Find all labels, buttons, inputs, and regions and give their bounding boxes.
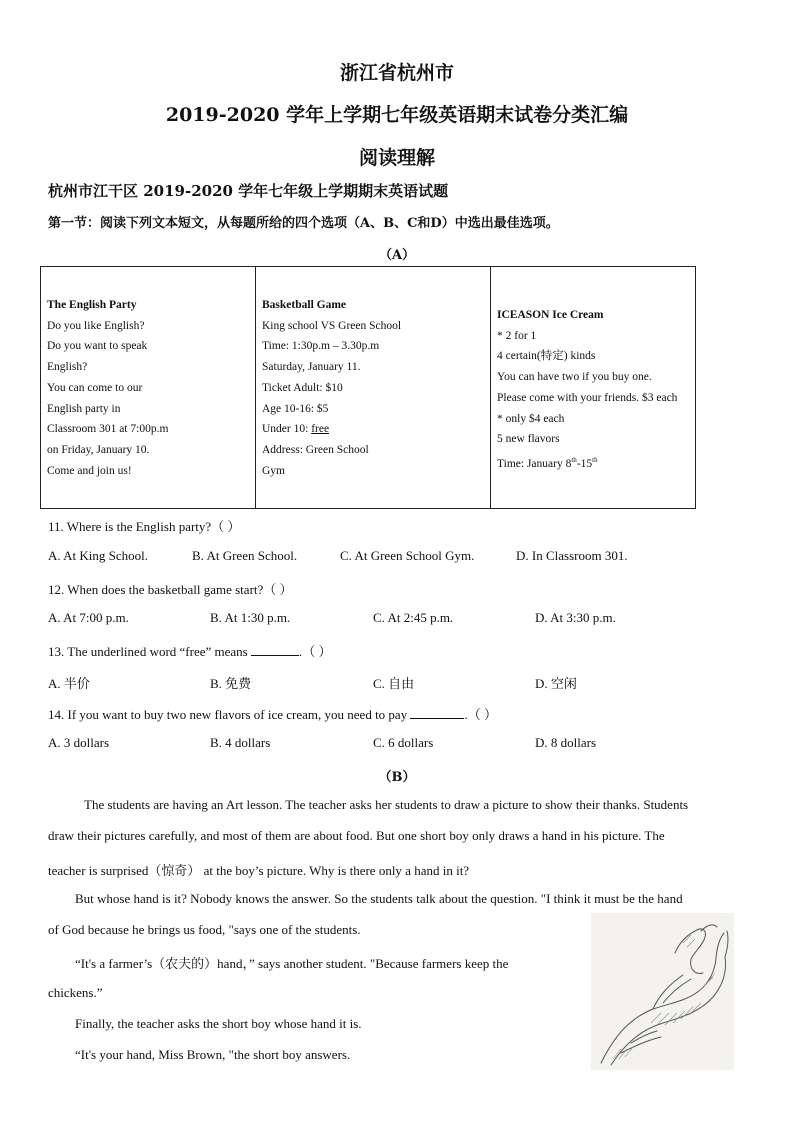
option-a[interactable]: A. 半价: [48, 676, 90, 691]
ad-line: You can come to our: [47, 381, 143, 394]
ad-line: [497, 450, 689, 475]
time-sup: th: [592, 455, 598, 464]
ad-line: Saturday, January 11.: [262, 361, 361, 374]
time-sup: th: [571, 455, 577, 464]
ad-line: Classroom 301 at 7:00p.m: [47, 423, 169, 436]
option-c[interactable]: C. At 2:45 p.m.: [373, 610, 454, 625]
hand-sketch-drawing: [591, 913, 734, 1070]
ad-title: ICEASON Ice Cream: [497, 309, 604, 321]
hand-sketch-image: [591, 913, 734, 1070]
option-a[interactable]: A. At King School.: [48, 548, 149, 563]
page-title: 浙江省杭州市: [339, 62, 454, 84]
time-prefix: Time: January 8: [497, 457, 572, 470]
option-c[interactable]: C. At Green School Gym.: [340, 548, 475, 563]
option-b[interactable]: B. At Green School.: [192, 548, 298, 563]
option-c[interactable]: C. 自由: [373, 676, 415, 691]
ad-basketball-game: [256, 267, 491, 509]
option-b[interactable]: B. 4 dollars: [210, 735, 271, 750]
option-d[interactable]: D. 空闲: [535, 676, 577, 691]
ad-title: Basketball Game: [262, 299, 347, 311]
ad-line: Come and join us!: [47, 464, 132, 477]
stem-text: 14. If you want to buy two new flavors of ice cream, you need to pay: [48, 707, 411, 722]
option-b[interactable]: B. At 1:30 p.m.: [210, 610, 291, 625]
section-b-label: （B）: [378, 770, 416, 785]
ad-line: Address: Green School: [262, 443, 369, 456]
question-13: [48, 641, 332, 660]
ad-line: King school VS Green School: [262, 319, 402, 332]
passage-line: Finally, the teacher asks the short boy whose hand it is.: [75, 1016, 362, 1031]
ad-ice-cream: [491, 267, 696, 509]
option-b[interactable]: B. 免费: [210, 676, 252, 691]
ad-line: * only $4 each: [497, 412, 565, 425]
question-11: 11. Where is the English party?（ ）: [48, 519, 241, 534]
ad-line: Do you like English?: [47, 319, 145, 332]
passage-line: chickens.”: [48, 985, 103, 1000]
ad-title: The English Party: [47, 299, 137, 311]
ad-line: 4 certain(特定) kinds: [497, 350, 596, 363]
option-a[interactable]: A. 3 dollars: [48, 735, 110, 750]
stem-text: 13. The underlined word “free” means: [48, 644, 251, 659]
ad-line: Gym: [262, 464, 285, 477]
stem-text: .（ ）: [299, 644, 332, 659]
ad-line: * 2 for 1: [497, 329, 537, 342]
ad-english-party: [41, 267, 256, 509]
passage-line: The students are having an Art lesson. The teacher asks her students to draw a picture to show their thanks. Students: [84, 797, 689, 812]
option-d[interactable]: D. 8 dollars: [535, 735, 597, 750]
passage-line: draw their pictures carefully, and most of them are about food. But one short boy only draws a hand in his picture. The: [48, 828, 665, 843]
question-12: 12. When does the basketball game start?（ ）: [48, 582, 293, 597]
ad-line: Ticket Adult: $10: [262, 381, 343, 394]
time-mid: -15: [576, 457, 593, 470]
ad-line: Age 10-16: $5: [262, 402, 329, 415]
ad-line: Time: 1:30p.m – 3.30p.m: [262, 340, 380, 353]
ads-table: [40, 266, 696, 509]
ad-line: English?: [47, 361, 88, 374]
passage-line: “It's your hand, Miss Brown, "the short boy answers.: [75, 1047, 351, 1062]
underlined-free: free: [311, 423, 330, 436]
ad-line: [262, 419, 484, 440]
passage-line: “It's a farmer’s（农夫的）hand，” says another student. "Because farmers keep the: [75, 956, 509, 971]
instruction: 第一节：阅读下列文本短文，从每题所给的四个选项（A、B、C和D）中选出最佳选项。: [48, 216, 559, 231]
ad-line: on Friday, January 10.: [47, 443, 150, 456]
passage-line: But whose hand is it? Nobody knows the answer. So the students talk about the question. "I think it must be the hand: [75, 891, 683, 906]
page-subtitle: 2019-2020 学年上学期七年级英语期末试卷分类汇编: [165, 104, 629, 126]
passage-line: teacher is surprised（惊奇） at the boy’s picture. Why is there only a hand in it?: [48, 863, 470, 878]
ad-line: English party in: [47, 402, 121, 415]
ad-line: Do you want to speak: [47, 340, 148, 353]
answer-blank[interactable]: [251, 643, 299, 656]
ad-line: Please come with your friends. $3 each: [497, 391, 678, 404]
ad-line: You can have two if you buy one.: [497, 371, 652, 384]
stem-text: .（ ）: [464, 707, 497, 722]
option-d[interactable]: D. At 3:30 p.m.: [535, 610, 616, 625]
option-c[interactable]: C. 6 dollars: [373, 735, 434, 750]
option-a[interactable]: A. At 7:00 p.m.: [48, 610, 129, 625]
section-title: 阅读理解: [358, 147, 435, 169]
option-d[interactable]: D. In Classroom 301.: [516, 548, 628, 563]
under-prefix: Under 10:: [262, 423, 312, 436]
question-14: [48, 704, 497, 723]
exam-source: 杭州市江干区 2019-2020 学年七年级上学期期末英语试题: [48, 182, 449, 200]
answer-blank[interactable]: [410, 706, 464, 719]
section-a-label: （A）: [378, 248, 416, 263]
passage-line: of God because he brings us food, "says one of the students.: [48, 922, 361, 937]
ad-line: 5 new flavors: [497, 433, 560, 446]
